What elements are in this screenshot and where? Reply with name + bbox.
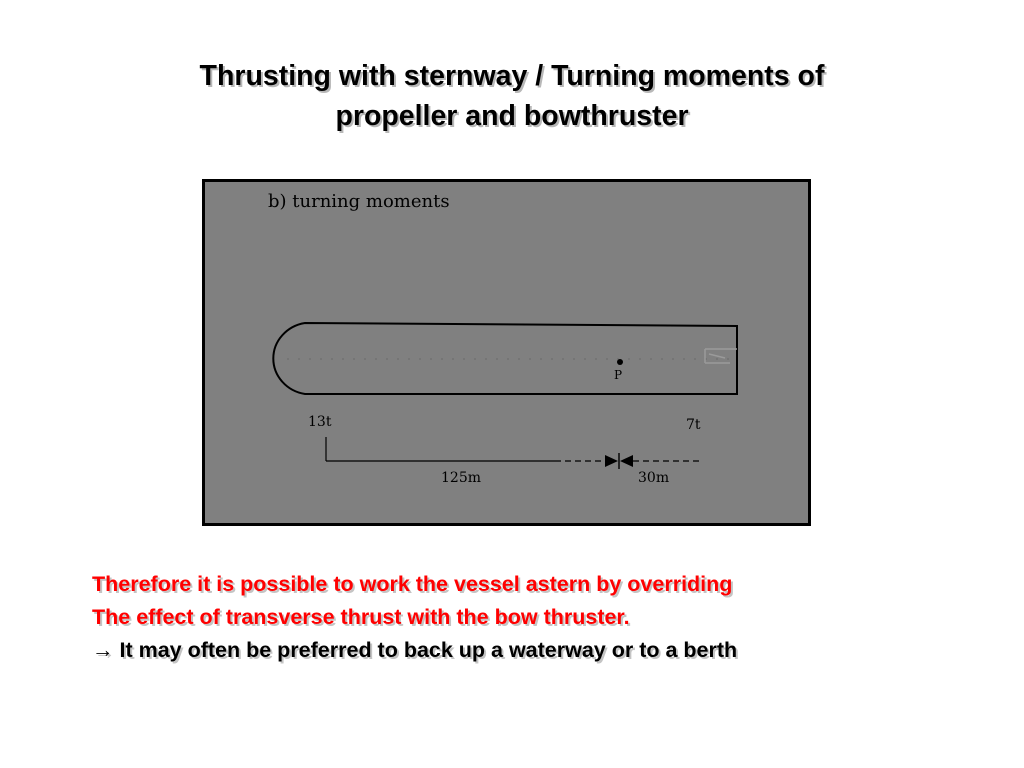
turning-moments-figure — [202, 179, 811, 526]
pivot-point-marker — [617, 359, 623, 365]
explanation-text — [92, 568, 992, 667]
slide-title — [62, 56, 962, 136]
conclusion-text: It may often be preferred to back up a waterway or to a berth — [119, 638, 738, 662]
title-line-1: Thrusting with sternway / Turning moments of — [199, 60, 825, 92]
pivot-point-label: P — [614, 368, 623, 382]
conclusion-line — [92, 634, 992, 667]
bow-thrust-force-label: 13t — [308, 414, 332, 430]
distance-stern-label: 30m — [638, 470, 670, 486]
explanation-line-2: The effect of transverse thrust with the bow thruster. — [92, 605, 630, 629]
stern-thrust-force-label: 7t — [686, 417, 701, 433]
dimension-arrow-right — [605, 455, 618, 467]
propeller-sketch — [705, 349, 737, 363]
diagram-heading: b) turning moments — [268, 191, 450, 212]
title-line-2: propeller and bowthruster — [335, 100, 689, 132]
dimension-arrow-left — [620, 455, 633, 467]
distance-bow-label: 125m — [441, 470, 481, 486]
arrow-right-icon: → — [92, 638, 114, 662]
explanation-line-1: Therefore it is possible to work the vessel astern by overriding — [92, 572, 733, 596]
turning-moments-diagram — [205, 182, 808, 523]
